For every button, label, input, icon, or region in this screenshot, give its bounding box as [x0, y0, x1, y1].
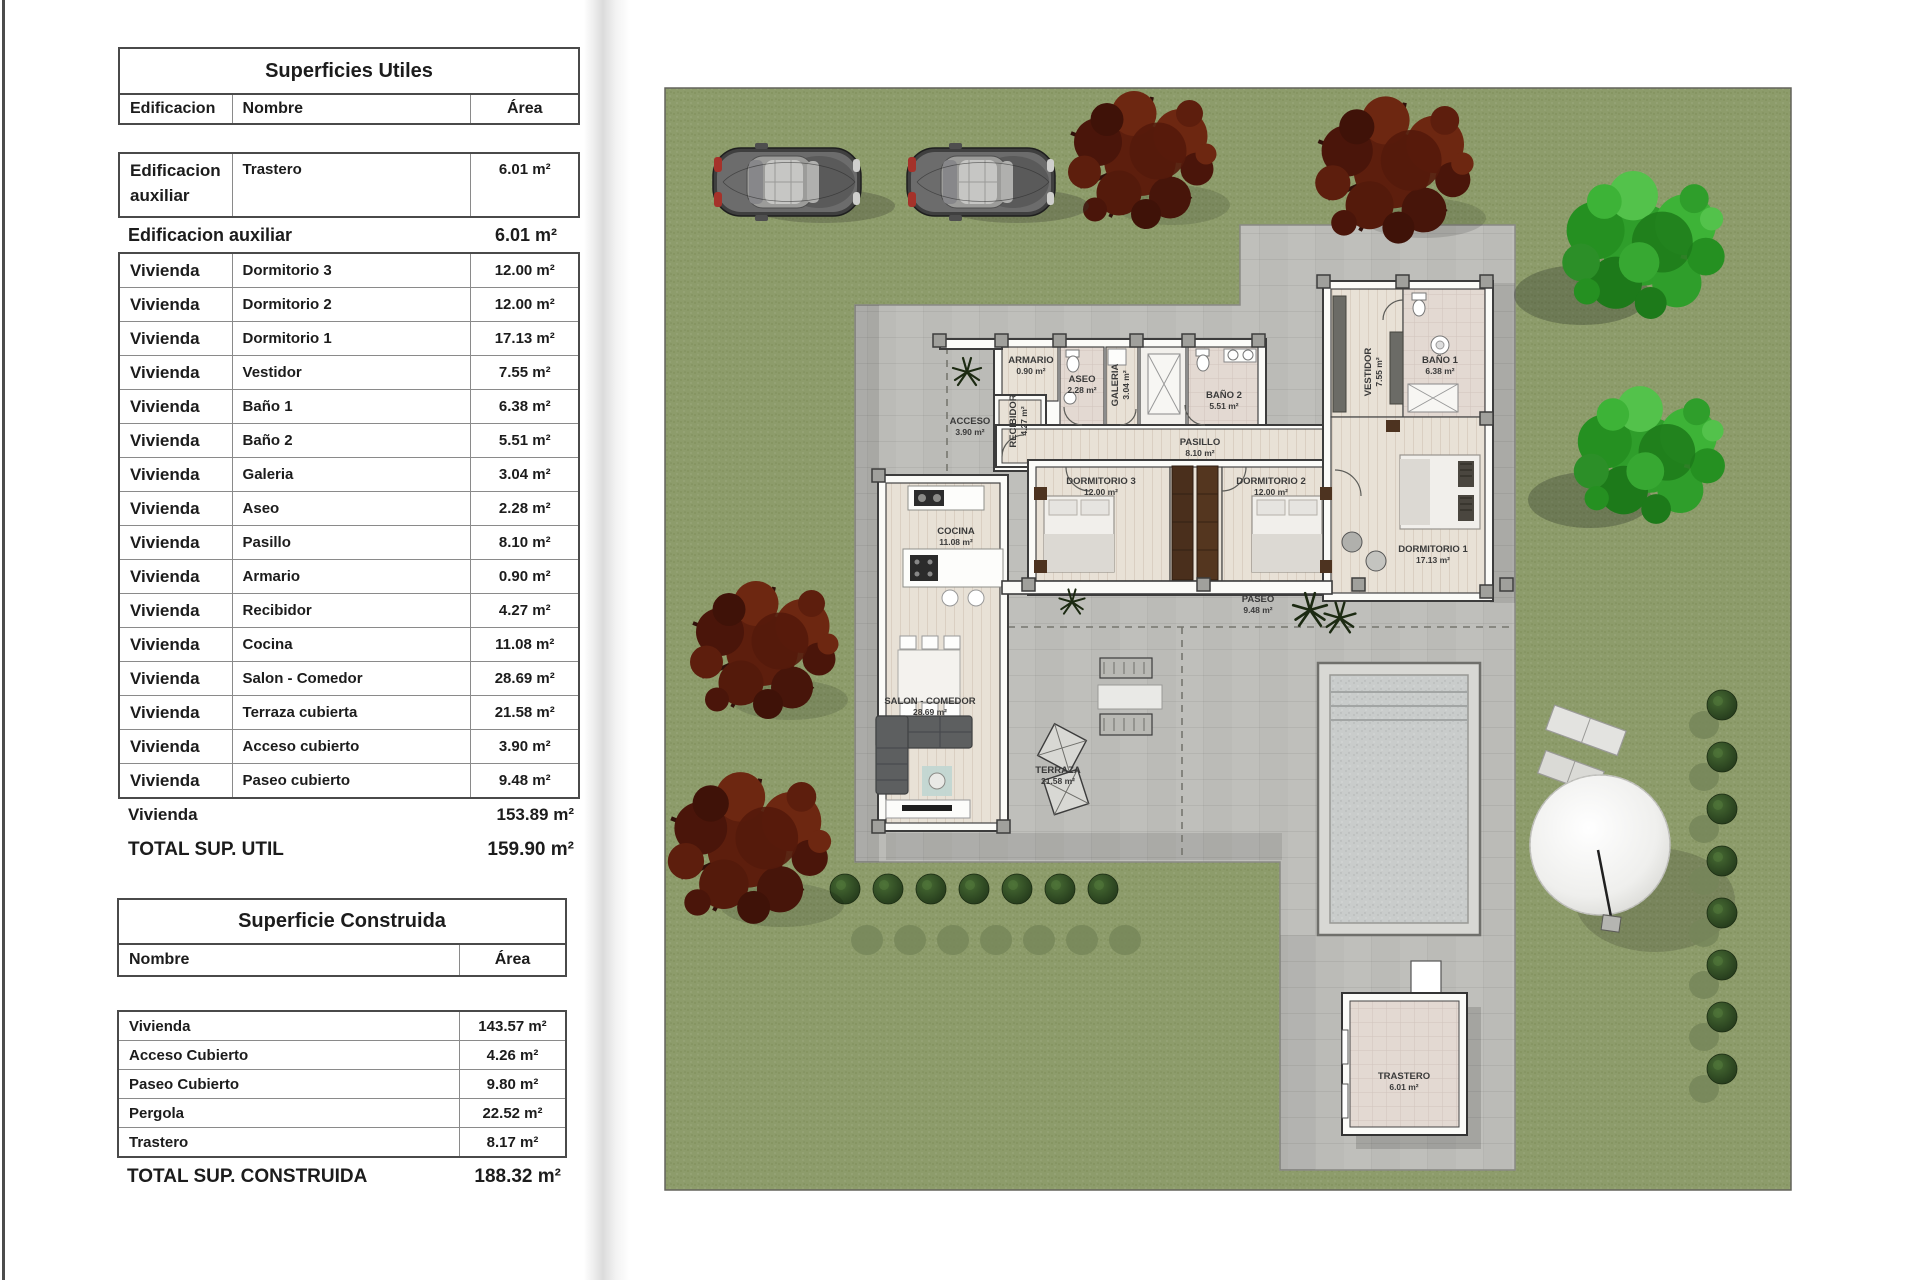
svg-text:6.38 m²: 6.38 m²	[1425, 366, 1455, 376]
paseo-wall	[1002, 581, 1332, 594]
table-row: Acceso Cubierto 4.26 m²	[119, 1040, 565, 1069]
acceso-wall	[940, 339, 1002, 349]
pool	[1318, 663, 1480, 935]
table-row: Vivienda Paseo cubierto 9.48 m²	[120, 763, 578, 797]
col-header-nombre: Nombre	[129, 951, 190, 968]
vivienda-total-label: Vivienda	[128, 805, 198, 824]
svg-text:0.90 m²: 0.90 m²	[1016, 366, 1046, 376]
total-built-value: 188.32 m²	[474, 1166, 561, 1187]
label-trastero: TRASTERO	[1377, 1071, 1431, 1082]
svg-text:3.04 m²: 3.04 m²	[1121, 370, 1131, 400]
label-armario: ARMARIO	[1008, 355, 1054, 366]
total-sup-util-label: TOTAL SUP. UTIL	[128, 839, 284, 860]
col-header-nombre: Nombre	[232, 95, 471, 123]
built-table-title: Superficie Construida	[117, 898, 567, 945]
aux-subtotal-value: 6.01 m²	[494, 224, 558, 245]
label-recibidor: RECIBIDOR	[1008, 394, 1019, 448]
table-row: Vivienda 143.57 m²	[119, 1012, 565, 1040]
aux-nombre: Trastero	[232, 154, 471, 216]
label-terraza: TERRAZA	[1035, 765, 1081, 776]
svg-text:6.01 m²: 6.01 m²	[1389, 1082, 1419, 1092]
table-row: Vivienda Dormitorio 3 12.00 m²	[120, 254, 578, 287]
label-paseo: PASEO	[1241, 594, 1275, 605]
label-dormitorio2: DORMITORIO 2	[1236, 476, 1306, 487]
table-row: Vivienda Aseo 2.28 m²	[120, 491, 578, 525]
label-bano2: BAÑO 2	[1206, 390, 1242, 401]
table-row: Vivienda Vestidor 7.55 m²	[120, 355, 578, 389]
aux-subtotal-label: Edificacion auxiliar	[128, 224, 293, 245]
svg-text:8.10 m²: 8.10 m²	[1185, 448, 1215, 458]
svg-text:17.13 m²: 17.13 m²	[1415, 555, 1451, 565]
table-row: Vivienda Baño 2 5.51 m²	[120, 423, 578, 457]
useful-table-title: Superficies Utiles	[118, 47, 580, 95]
col-header-area: Área	[459, 945, 565, 975]
dorm3-furniture	[1034, 487, 1114, 573]
table-row: Vivienda Armario 0.90 m²	[120, 559, 578, 593]
svg-text:3.90 m²: 3.90 m²	[955, 427, 985, 437]
table-row: Vivienda Terraza cubierta 21.58 m²	[120, 695, 578, 729]
svg-text:4.27 m²: 4.27 m²	[1019, 406, 1029, 436]
svg-text:12.00 m²: 12.00 m²	[1083, 487, 1119, 497]
table-row: Pergola 22.52 m²	[119, 1098, 565, 1127]
vivienda-total-value: 153.89 m²	[496, 805, 574, 824]
table-row: Trastero 8.17 m²	[119, 1127, 565, 1156]
svg-text:9.48 m²: 9.48 m²	[1243, 605, 1273, 615]
label-acceso: ACCESO	[949, 416, 991, 427]
svg-text:12.00 m²: 12.00 m²	[1253, 487, 1289, 497]
svg-text:2.28 m²: 2.28 m²	[1067, 385, 1097, 395]
table-row: Vivienda Acceso cubierto 3.90 m²	[120, 729, 578, 763]
table-row: Vivienda Dormitorio 1 17.13 m²	[120, 321, 578, 355]
label-cocina: COCINA	[937, 526, 975, 537]
table-row: Vivienda Dormitorio 2 12.00 m²	[120, 287, 578, 321]
table-row: Vivienda Recibidor 4.27 m²	[120, 593, 578, 627]
label-aseo: ASEO	[1068, 374, 1096, 385]
table-row: Vivienda Baño 1 6.38 m²	[120, 389, 578, 423]
svg-text:7.55 m²: 7.55 m²	[1374, 357, 1384, 387]
col-header-area: Área	[470, 95, 578, 123]
table-row: Vivienda Cocina 11.08 m²	[120, 627, 578, 661]
dorm2-furniture	[1252, 487, 1332, 573]
table-row: Vivienda Pasillo 8.10 m²	[120, 525, 578, 559]
svg-text:5.51 m²: 5.51 m²	[1209, 401, 1239, 411]
svg-text:21.58 m²: 21.58 m²	[1040, 776, 1076, 786]
table-row: Vivienda Galeria 3.04 m²	[120, 457, 578, 491]
total-built-label: TOTAL SUP. CONSTRUIDA	[127, 1166, 368, 1187]
svg-text:11.08 m²: 11.08 m²	[939, 537, 973, 547]
aux-edificacion: Edificacion auxiliar	[130, 161, 221, 205]
label-dormitorio3: DORMITORIO 3	[1066, 476, 1136, 487]
total-sup-util-value: 159.90 m²	[487, 839, 574, 860]
col-header-edificacion: Edificacion	[130, 100, 216, 117]
label-dormitorio1: DORMITORIO 1	[1398, 544, 1468, 555]
label-vestidor: VESTIDOR	[1363, 347, 1374, 397]
table-row: Paseo Cubierto 9.80 m²	[119, 1069, 565, 1098]
table-row: Vivienda Salon - Comedor 28.69 m²	[120, 661, 578, 695]
label-salon: SALON - COMEDOR	[884, 696, 976, 707]
label-galeria: GALERIA	[1110, 363, 1121, 407]
svg-text:28.69 m²: 28.69 m²	[912, 707, 948, 717]
label-bano1: BAÑO 1	[1422, 355, 1458, 366]
label-pasillo: PASILLO	[1179, 437, 1221, 448]
aux-area: 6.01 m²	[470, 154, 578, 216]
